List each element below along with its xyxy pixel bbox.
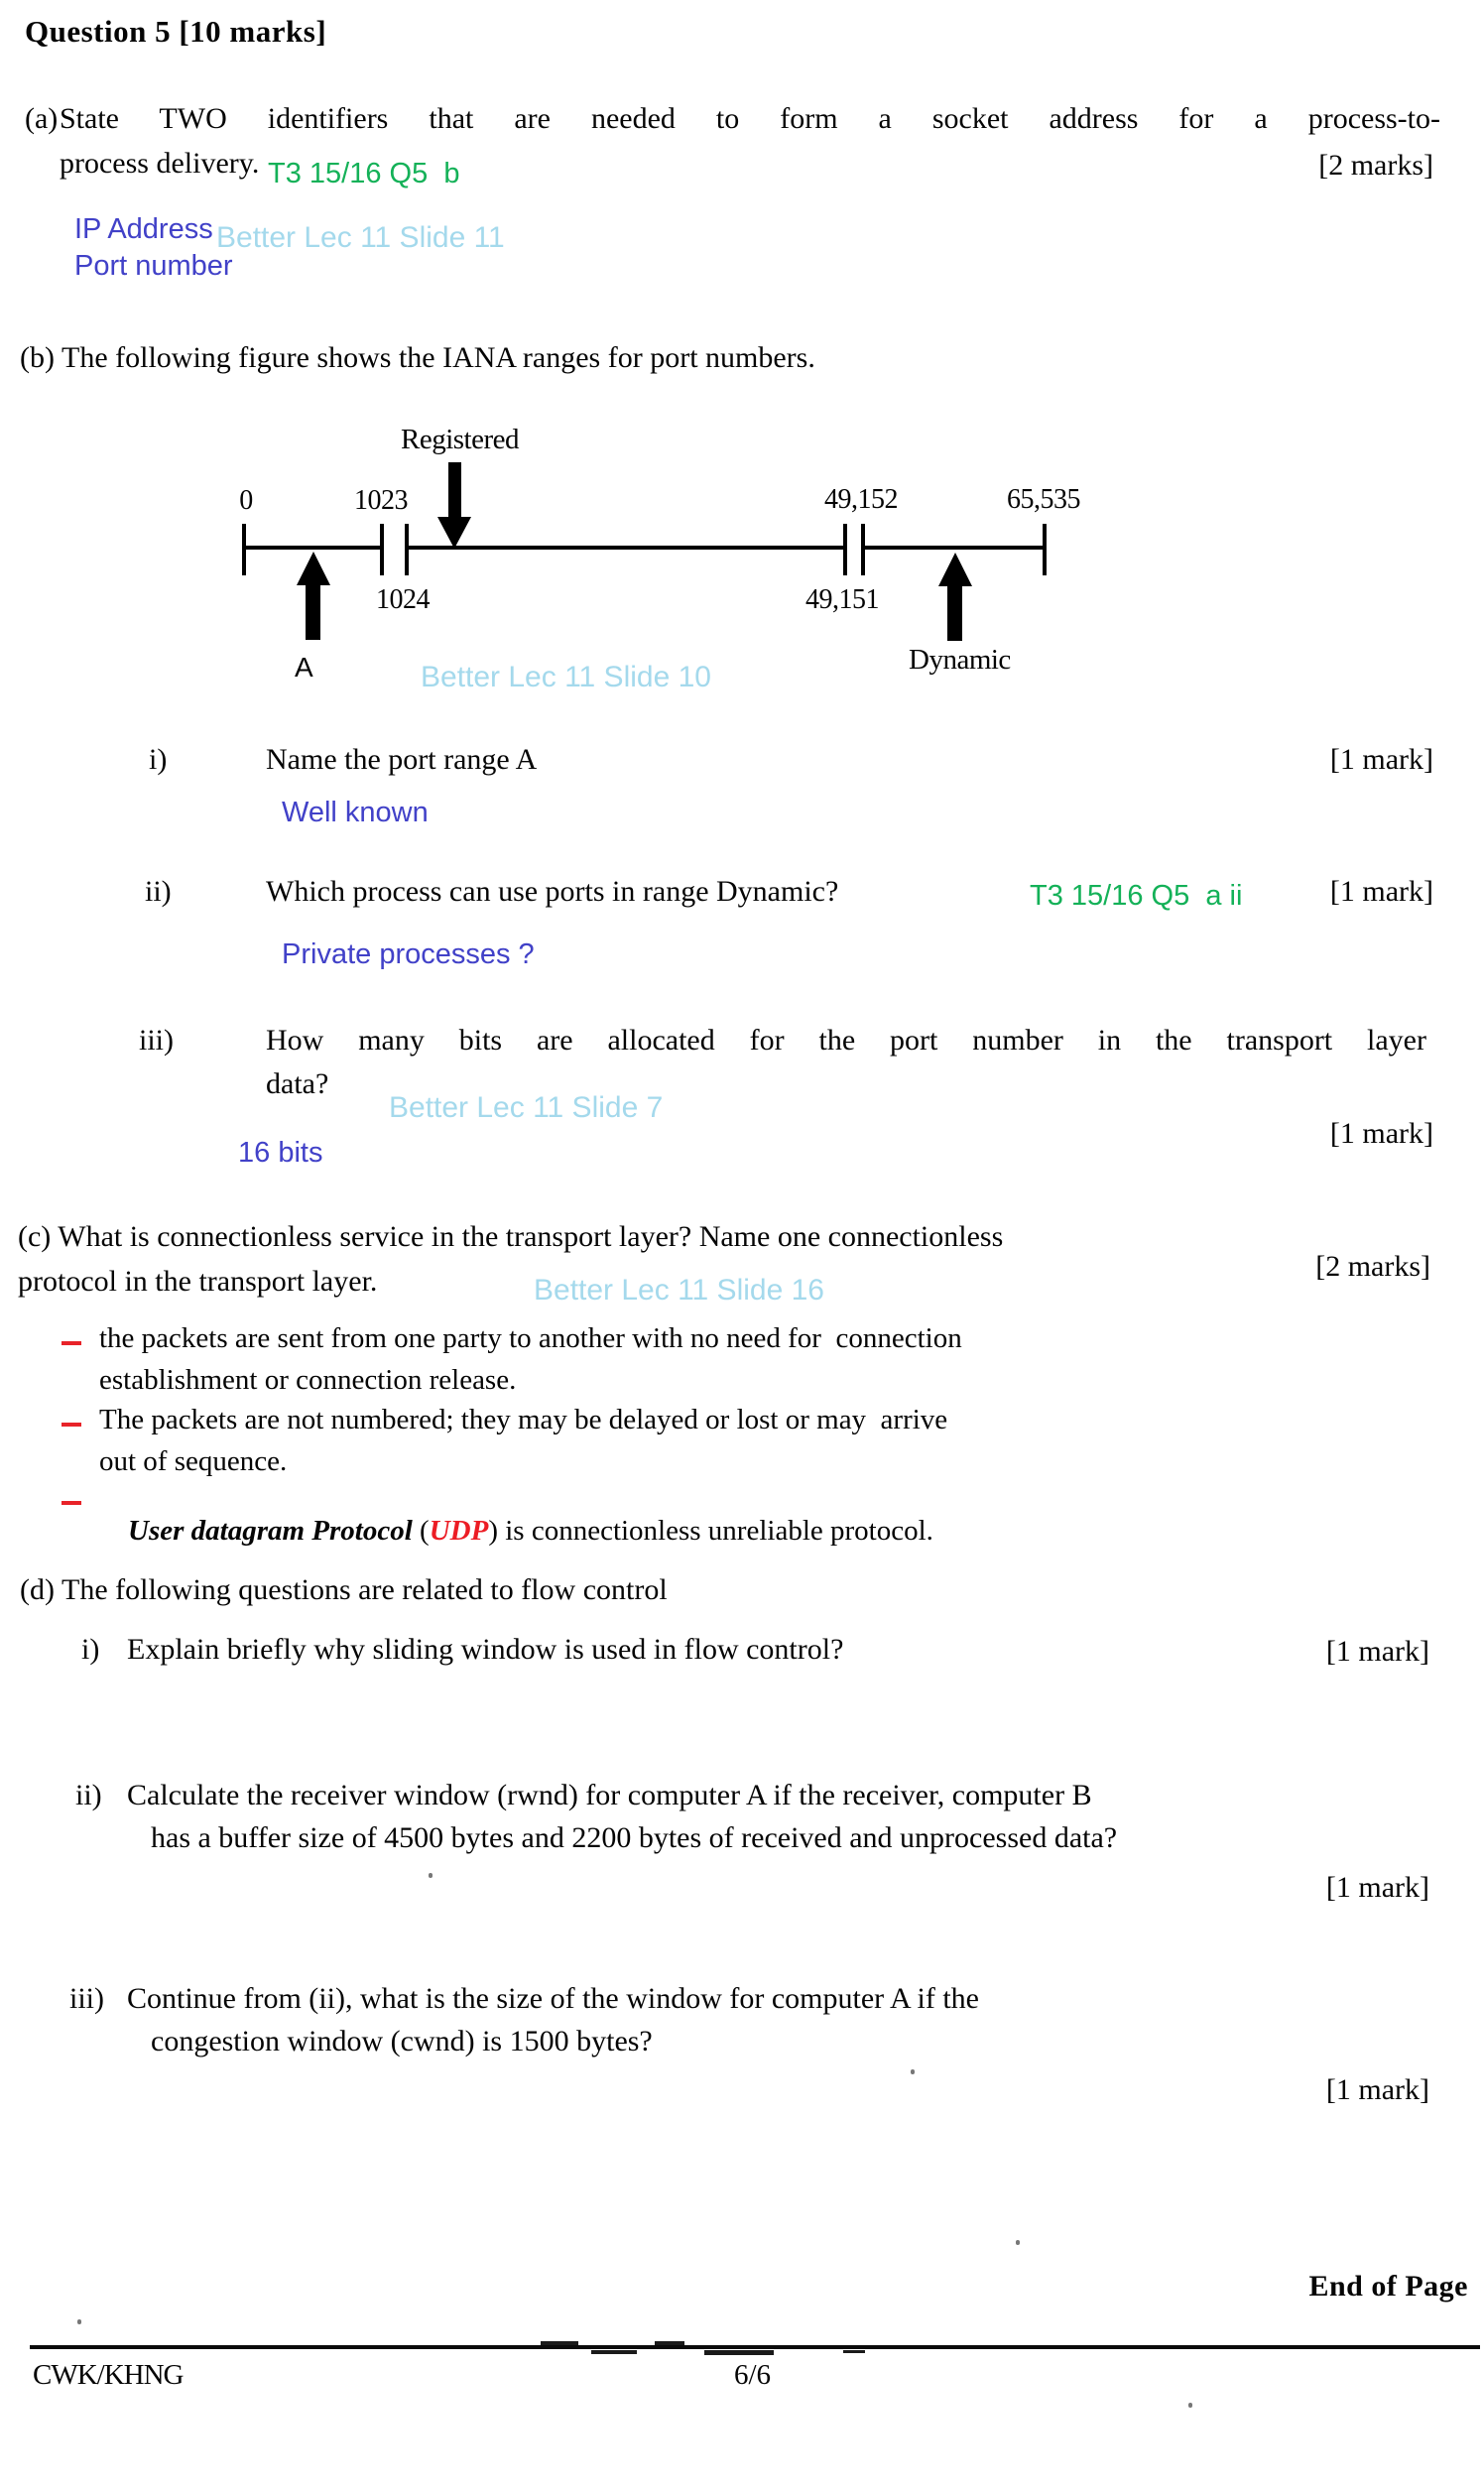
figure-registered-label: Registered xyxy=(401,424,520,455)
c-bullet3-rest: is connectionless unreliable protocol. xyxy=(497,1515,933,1547)
b-q3-number: iii) xyxy=(139,1024,174,1057)
c-bullet3-udp-name: User datagram Protocol xyxy=(128,1515,413,1547)
label-1024: 1024 xyxy=(376,584,430,615)
part-d-intro: The following questions are related to flow control xyxy=(62,1573,668,1606)
d-q3-line1: Continue from (ii), what is the size of the window for computer A if the xyxy=(127,1982,979,2015)
d-q3-line2: congestion window (cwnd) is 1500 bytes? xyxy=(151,2025,653,2057)
end-of-page-label: End of Page xyxy=(1308,2270,1468,2303)
numberline-segment-1 xyxy=(244,546,382,550)
part-a-line1: State TWO identifiers that are needed to form a socket address for a process-to- xyxy=(60,102,1440,135)
b-q3-line2: data? xyxy=(266,1067,329,1100)
scan-smudge xyxy=(704,2350,774,2355)
numberline-segment-3 xyxy=(863,546,1046,550)
tick-65535 xyxy=(1043,524,1047,575)
part-d-label: (d) xyxy=(20,1573,55,1606)
part-a-slide-annotation: Better Lec 11 Slide 11 xyxy=(216,221,505,254)
part-a-answer-port: Port number xyxy=(74,250,233,282)
label-65535: 65,535 xyxy=(1007,484,1080,515)
b-q2-number: ii) xyxy=(145,875,172,908)
b-q3-marks: [1 mark] xyxy=(1329,1117,1433,1150)
tick-49152 xyxy=(861,524,865,575)
scan-speck xyxy=(1188,2403,1192,2408)
part-a-label: (a) xyxy=(25,102,59,135)
tick-1023 xyxy=(380,524,384,575)
b-q3-line1: How many bits are allocated for the port number in the transport layer xyxy=(266,1024,1426,1057)
label-49151: 49,151 xyxy=(805,584,879,615)
c-bullet2-line1: The packets are not numbered; they may be delayed or lost or may arrive xyxy=(99,1404,948,1435)
b-q1-marks: [1 mark] xyxy=(1329,743,1433,776)
c-bullet3-paren-open: ( xyxy=(412,1515,430,1547)
d-q2-line2: has a buffer size of 4500 bytes and 2200 bytes of received and unprocessed data? xyxy=(151,1821,1118,1854)
range-a-label: A xyxy=(295,652,313,683)
registered-arrow-shaft xyxy=(448,462,461,518)
bullet1-dash-icon xyxy=(62,1341,81,1345)
d-q2-marks: [1 mark] xyxy=(1325,1871,1429,1904)
b-q3-answer: 16 bits xyxy=(238,1137,323,1169)
c-bullet1-line1: the packets are sent from one party to another with no need for connection xyxy=(99,1322,962,1354)
b-q1-number: i) xyxy=(149,743,168,776)
dynamic-label: Dynamic xyxy=(909,644,1011,676)
scan-speck xyxy=(77,2319,81,2324)
b-q2-answer: Private processes ? xyxy=(282,938,535,970)
d-q1-number: i) xyxy=(81,1633,100,1666)
c-bullet2-line2: out of sequence. xyxy=(99,1445,288,1477)
bullet2-dash-icon xyxy=(62,1423,81,1427)
bullet3-dash-icon xyxy=(62,1501,81,1505)
b-q2-marks: [1 mark] xyxy=(1329,875,1433,908)
tick-1024 xyxy=(405,524,409,575)
b-q1-answer: Well known xyxy=(282,797,429,828)
scan-smudge xyxy=(541,2341,578,2345)
scan-smudge xyxy=(843,2350,865,2353)
b-q3-slide-annotation: Better Lec 11 Slide 7 xyxy=(389,1091,664,1124)
c-bullet1-line2: establishment or connection release. xyxy=(99,1364,517,1396)
b-q2-text: Which process can use ports in range Dynamic? xyxy=(266,875,839,908)
part-a-marks: [2 marks] xyxy=(1318,149,1433,182)
scan-smudge xyxy=(591,2350,637,2354)
b-q1-text: Name the port range A xyxy=(266,743,538,776)
part-a-green-annotation: T3 15/16 Q5 b xyxy=(268,158,460,189)
d-q2-number: ii) xyxy=(75,1779,102,1811)
footer-page-number: 6/6 xyxy=(734,2359,772,2391)
range-a-arrow-head-icon xyxy=(297,552,330,585)
label-1023: 1023 xyxy=(354,485,408,516)
b-q2-green-annotation: T3 15/16 Q5 a ii xyxy=(1030,880,1243,912)
tick-0 xyxy=(242,524,246,575)
tick-49151 xyxy=(843,524,847,575)
part-b-label: (b) xyxy=(20,341,55,374)
figure-slide-annotation: Better Lec 11 Slide 10 xyxy=(421,661,711,693)
d-q1-marks: [1 mark] xyxy=(1325,1635,1429,1668)
part-c-line2: protocol in the transport layer. xyxy=(18,1265,378,1298)
d-q3-number: iii) xyxy=(69,1982,104,2015)
question-heading: Question 5 [10 marks] xyxy=(25,14,327,49)
part-b-intro: The following figure shows the IANA ranges for port numbers. xyxy=(62,341,815,374)
scan-smudge xyxy=(655,2341,684,2345)
scan-speck xyxy=(911,2069,915,2074)
c-bullet3 xyxy=(99,1482,933,1580)
d-q3-marks: [1 mark] xyxy=(1325,2073,1429,2106)
footer-rule xyxy=(30,2345,1480,2349)
scan-speck xyxy=(429,1873,433,1878)
part-c-marks: [2 marks] xyxy=(1315,1250,1430,1283)
part-c-slide-annotation: Better Lec 11 Slide 16 xyxy=(534,1274,824,1307)
numberline-segment-2 xyxy=(407,546,845,550)
c-bullet3-paren-close: ) xyxy=(488,1515,498,1547)
scan-speck xyxy=(1016,2240,1020,2245)
range-a-arrow-shaft xyxy=(306,584,320,640)
label-49152: 49,152 xyxy=(824,484,898,515)
dynamic-arrow-shaft xyxy=(947,585,962,641)
d-q1-text: Explain briefly why sliding window is used in flow control? xyxy=(127,1633,844,1666)
label-0: 0 xyxy=(239,485,253,516)
part-c-line1: (c) What is connectionless service in the transport layer? Name one connectionless xyxy=(18,1220,1004,1253)
dynamic-arrow-head-icon xyxy=(938,553,972,586)
footer-author-code: CWK/KHNG xyxy=(33,2359,184,2391)
part-a-line2: process delivery. xyxy=(60,147,260,180)
d-q2-line1: Calculate the receiver window (rwnd) for computer A if the receiver, computer B xyxy=(127,1779,1092,1811)
registered-arrow-head-icon xyxy=(437,517,471,549)
c-bullet3-udp-acronym: UDP xyxy=(429,1515,489,1547)
part-a-answer-ip: IP Address xyxy=(74,213,213,245)
